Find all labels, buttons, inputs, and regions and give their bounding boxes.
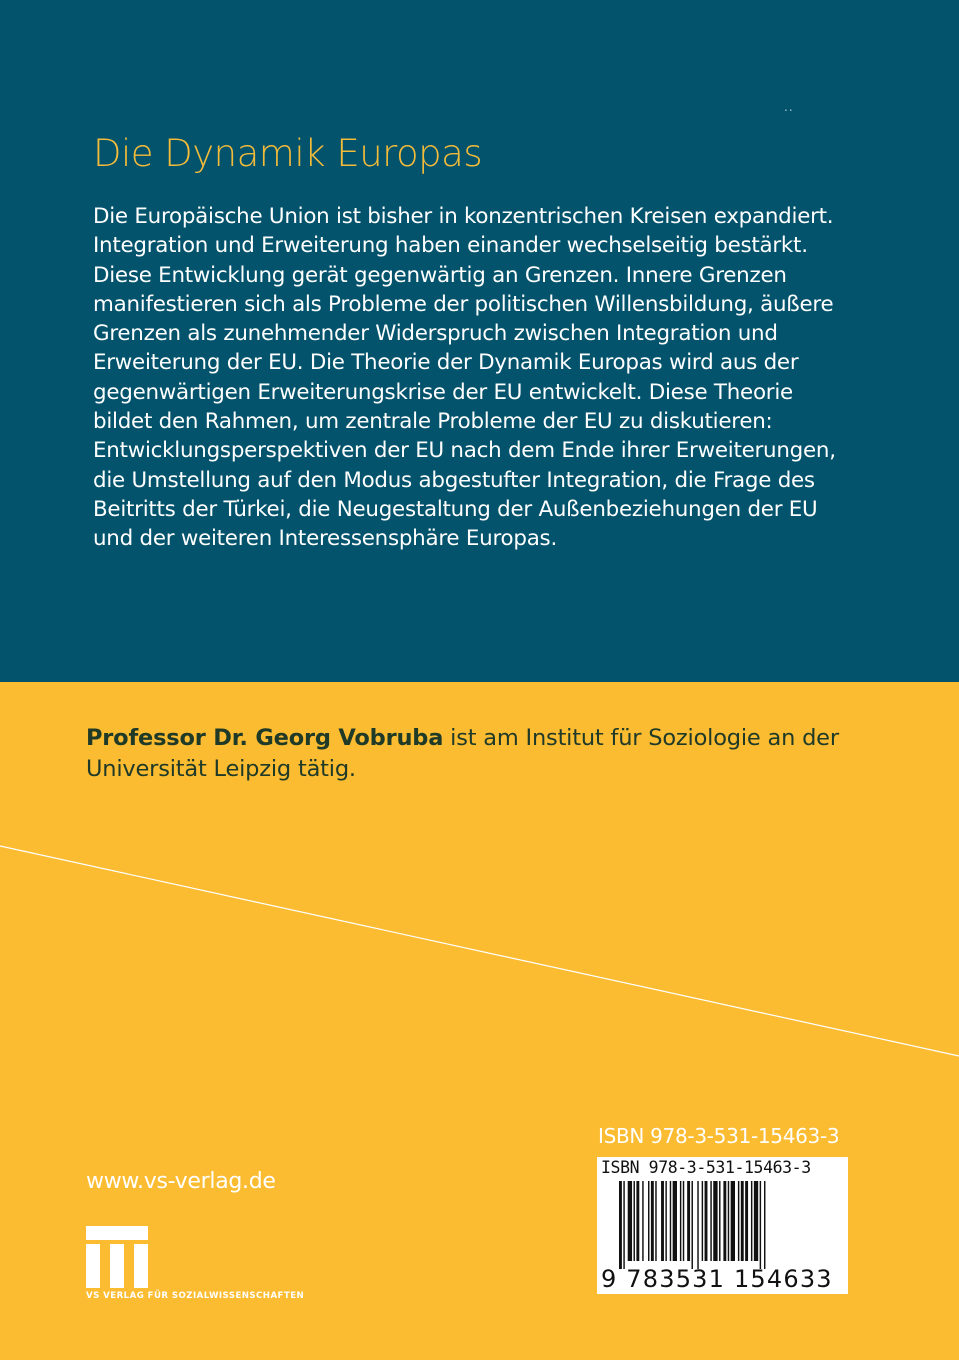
website-link[interactable]: www.vs-verlag.de [86,1169,276,1194]
blurb-line: Erweiterung der EU. Die Theorie der Dynamik Europas wird aus der [93,350,799,376]
barcode-bar [713,1181,717,1261]
author-name: Professor Dr. Georg Vobruba [86,725,444,751]
top-dots: .. [784,100,794,114]
barcode-bar [673,1181,677,1261]
barcode-bar [760,1181,761,1269]
barcode-digits: 9 783531 154633 [601,1265,833,1293]
author-line-1 [86,723,886,754]
blurb-line: bildet den Rahmen, um zentrale Probleme der EU zu diskutieren: [93,409,773,435]
barcode-bar [619,1181,622,1269]
barcode-bar [710,1181,711,1261]
barcode-bar [728,1181,729,1261]
barcode-bar [745,1181,748,1261]
blurb-line: gegenwärtigen Erweiterungskrise der EU entwickelt. Diese Theorie [93,379,793,405]
barcode-bar [751,1181,752,1261]
barcode-bar [636,1181,639,1261]
vs-verlag-logo-icon [86,1226,148,1288]
barcode-bar [719,1181,720,1261]
blurb-line: die Umstellung auf den Modus abgestufter Integration, die Frage des [93,467,815,493]
barcode-bar [642,1181,643,1261]
barcode-bar [670,1181,671,1261]
blurb-line: Grenzen als zunehmender Widerspruch zwischen Integration und [93,321,778,347]
barcode-bar [628,1181,632,1261]
author-note [86,723,886,785]
barcode-bar [741,1181,744,1261]
barcode-icon [619,1181,829,1269]
barcode-bar [754,1181,758,1261]
barcode-bar [697,1181,698,1269]
blurb-line: Beitritts der Türkei, die Neugestaltung der Außenbeziehungen der EU [93,496,818,522]
barcode-bar [738,1181,739,1261]
barcode-bar [687,1181,690,1261]
barcode-bar [648,1181,649,1261]
barcode-bar [665,1181,666,1261]
barcode-isbn-text: ISBN 978-3-531-15463-3 [601,1158,811,1177]
blurb-line: Die Europäische Union ist bisher in konzentrischen Kreisen expandiert. [93,204,834,229]
barcode [597,1157,848,1294]
barcode-bar [623,1181,624,1269]
book-title: Die Dynamik Europas [93,132,483,175]
barcode-bar [731,1181,735,1261]
barcode-bar [661,1181,664,1261]
blurb-line: manifestieren sich als Probleme der politischen Willensbildung, äußere [93,291,834,317]
author-affiliation: ist am Institut für Soziologie an der [443,725,839,751]
barcode-bar [651,1181,654,1261]
barcode-bar [723,1181,726,1261]
blurb-line: und der weiteren Interessensphäre Europas. [93,526,557,552]
barcode-bar [702,1181,703,1261]
barcode-bar [655,1181,656,1261]
barcode-bar [680,1181,681,1261]
blurb-text [93,202,853,554]
barcode-bar [764,1181,765,1269]
barcode-bar [683,1181,684,1261]
blurb-line: Diese Entwicklung gerät gegenwärtig an Grenzen. Innere Grenzen [93,262,787,288]
author-line-2: Universität Leipzig tätig. [86,756,356,782]
publisher-name: VS VERLAG FÜR SOZIALWISSENSCHAFTEN [86,1291,305,1301]
barcode-bar [634,1181,635,1261]
barcode-bar [705,1181,708,1261]
barcode-bar [692,1181,693,1269]
blurb-line: Integration und Erweiterung haben einander wechselseitig bestärkt. [93,233,808,259]
isbn-label: ISBN 978-3-531-15463-3 [598,1124,840,1148]
blurb-line: Entwicklungsperspektiven der EU nach dem Ende ihrer Erweiterungen, [93,438,836,464]
